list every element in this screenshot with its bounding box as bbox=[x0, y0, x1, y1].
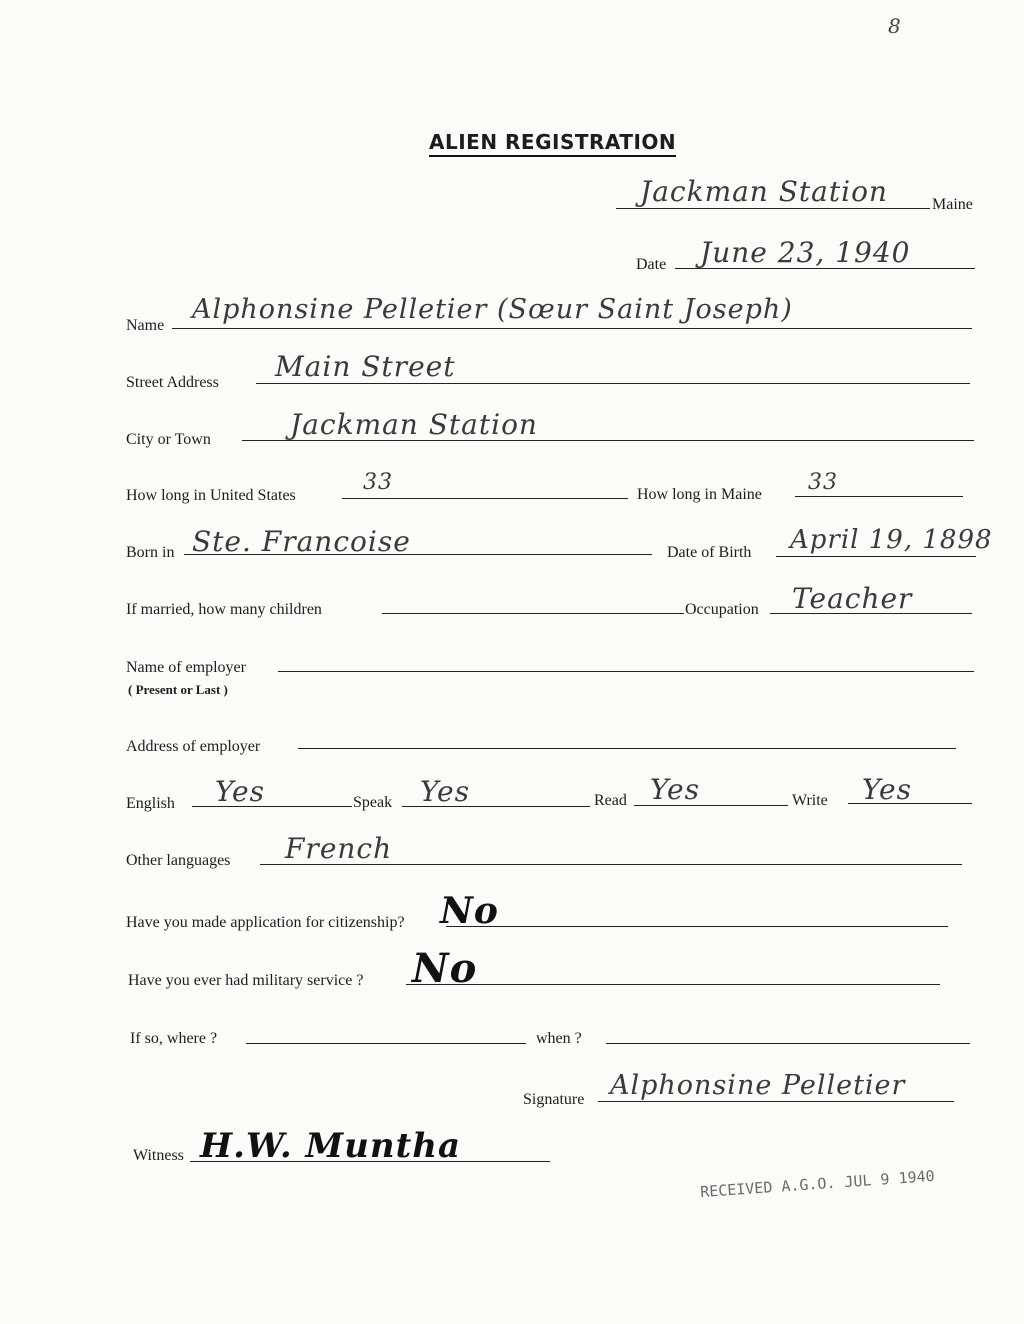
occupation-label: Occupation bbox=[685, 601, 759, 618]
occupation-line bbox=[770, 613, 972, 614]
citizenship-value: No bbox=[440, 890, 499, 932]
state-label: Maine bbox=[932, 196, 973, 213]
other-languages-line bbox=[260, 864, 962, 865]
signature-label: Signature bbox=[523, 1091, 585, 1108]
born-label: Born in bbox=[126, 544, 175, 561]
dob-line bbox=[776, 556, 976, 557]
maine-value: 33 bbox=[808, 470, 838, 495]
write-line bbox=[848, 803, 972, 804]
when-label: when ? bbox=[536, 1030, 582, 1047]
employer-label: Name of employer bbox=[126, 659, 246, 676]
name-label: Name bbox=[126, 317, 165, 334]
witness-line bbox=[190, 1161, 550, 1162]
born-line bbox=[184, 554, 652, 555]
employer-sub-label: ( Present or Last ) bbox=[128, 682, 228, 697]
read-label: Read bbox=[594, 792, 627, 809]
witness-value: H.W. Muntha bbox=[200, 1126, 462, 1166]
witness-label: Witness bbox=[133, 1147, 184, 1164]
children-label: If married, how many children bbox=[126, 601, 322, 618]
place-line bbox=[616, 208, 930, 209]
city-label: City or Town bbox=[126, 431, 211, 448]
city-line bbox=[242, 440, 974, 441]
form-title: ALIEN REGISTRATION bbox=[429, 130, 676, 157]
english-label: English bbox=[126, 795, 175, 812]
street-value: Main Street bbox=[275, 350, 456, 383]
received-stamp: RECEIVED A.G.O. JUL 9 1940 bbox=[699, 1166, 936, 1202]
occupation-value: Teacher bbox=[792, 582, 913, 615]
signature-value: Alphonsine Pelletier bbox=[610, 1070, 906, 1101]
children-line bbox=[382, 613, 684, 614]
us-value: 33 bbox=[363, 470, 393, 495]
employer-line bbox=[278, 671, 974, 672]
military-value: No bbox=[412, 945, 478, 992]
signature-line bbox=[598, 1101, 954, 1102]
speak-value: Yes bbox=[420, 775, 470, 808]
us-line bbox=[342, 498, 628, 499]
dob-value: April 19, 1898 bbox=[790, 525, 993, 555]
other-languages-label: Other languages bbox=[126, 852, 231, 869]
english-value: Yes bbox=[215, 775, 265, 808]
military-label: Have you ever had military service ? bbox=[128, 972, 364, 989]
date-line bbox=[675, 268, 975, 269]
name-value: Alphonsine Pelletier (Sœur Saint Joseph) bbox=[192, 294, 793, 325]
other-languages-value: French bbox=[285, 832, 393, 865]
date-value: June 23, 1940 bbox=[700, 236, 911, 269]
where-label: If so, where ? bbox=[130, 1030, 218, 1047]
when-line bbox=[606, 1043, 970, 1044]
us-label: How long in United States bbox=[126, 487, 296, 504]
place-value: Jackman Station bbox=[640, 175, 888, 208]
page-number: 8 bbox=[888, 14, 901, 38]
name-line bbox=[172, 328, 972, 329]
read-value: Yes bbox=[650, 773, 700, 806]
employer-address-line bbox=[298, 748, 956, 749]
maine-line bbox=[795, 496, 963, 497]
born-value: Ste. Francoise bbox=[192, 525, 411, 558]
city-value: Jackman Station bbox=[290, 408, 538, 441]
military-line bbox=[406, 984, 940, 985]
citizenship-line bbox=[446, 926, 948, 927]
speak-line bbox=[402, 806, 590, 807]
where-line bbox=[246, 1043, 526, 1044]
write-label: Write bbox=[792, 792, 828, 809]
date-label: Date bbox=[636, 256, 667, 273]
employer-address-label: Address of employer bbox=[126, 738, 261, 755]
street-line bbox=[256, 383, 970, 384]
read-line bbox=[634, 805, 788, 806]
speak-label: Speak bbox=[353, 794, 393, 811]
maine-label: How long in Maine bbox=[637, 486, 762, 503]
write-value: Yes bbox=[862, 773, 912, 806]
citizenship-label: Have you made application for citizenship? bbox=[126, 914, 405, 931]
dob-label: Date of Birth bbox=[667, 544, 752, 561]
english-line bbox=[192, 806, 352, 807]
street-label: Street Address bbox=[126, 374, 219, 391]
